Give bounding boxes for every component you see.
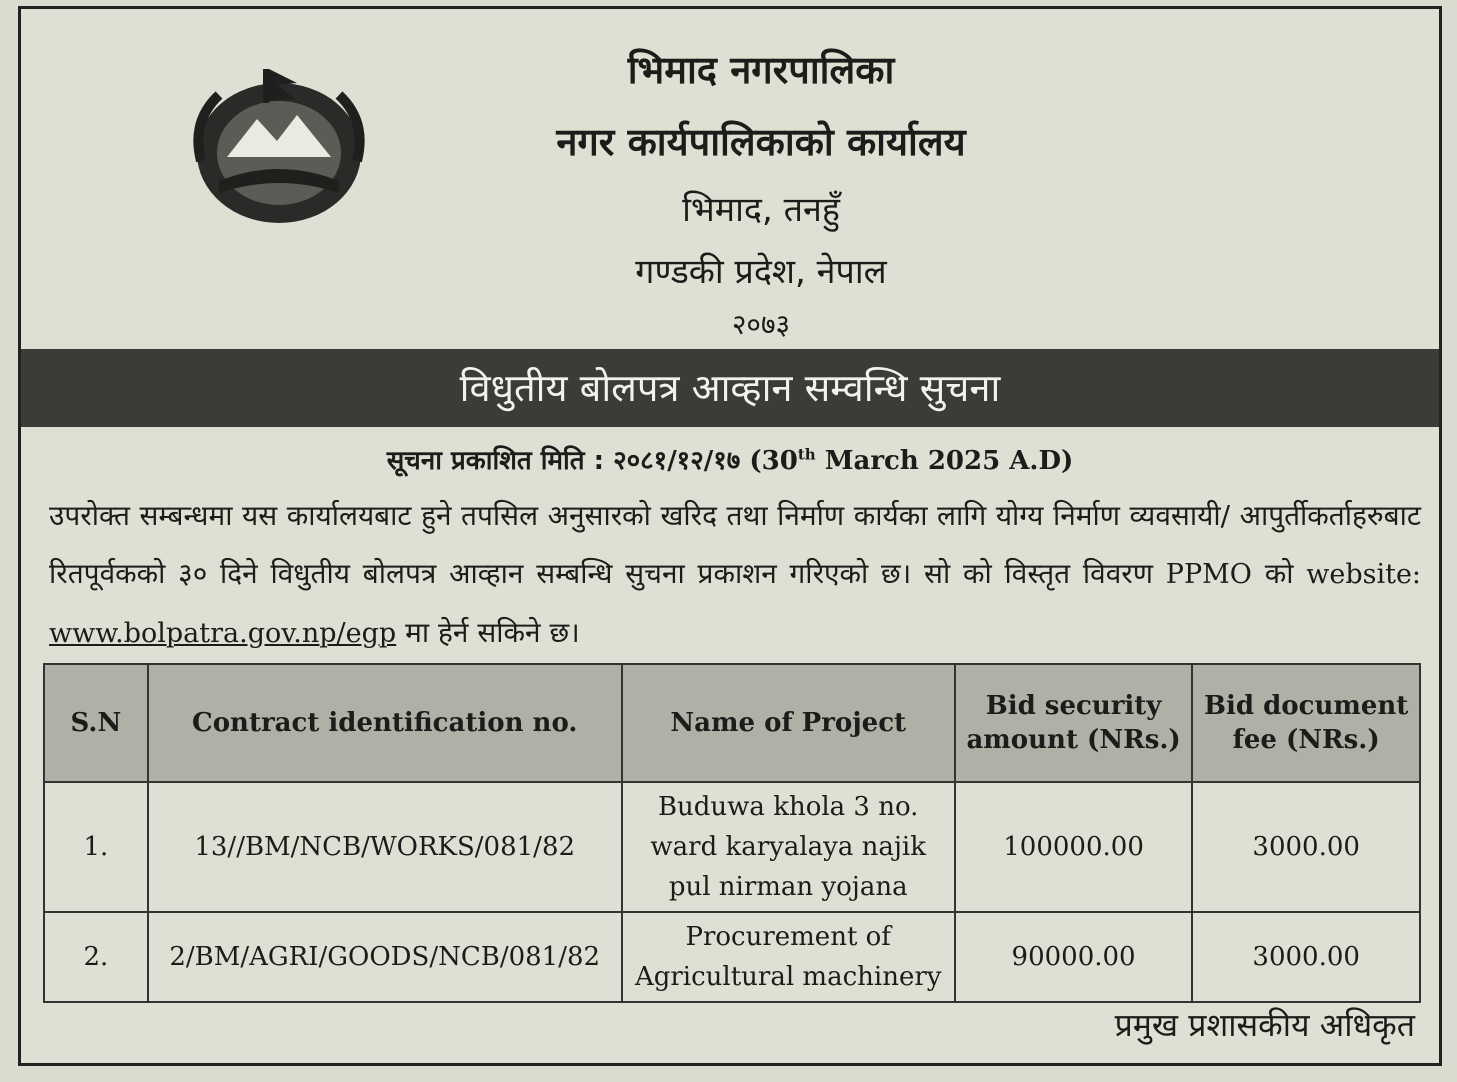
header-contract-id: Contract identification no. — [148, 664, 622, 782]
ppmo-label: PPMO — [1165, 559, 1252, 590]
bolpatra-link[interactable]: www.bolpatra.gov.np/egp — [49, 618, 397, 649]
cell-sn: 2. — [44, 912, 148, 1002]
cell-contract-id: 2/BM/AGRI/GOODS/NCB/081/82 — [148, 912, 622, 1002]
municipality-name: भिमाद नगरपालिका — [627, 48, 895, 92]
publication-date — [21, 441, 1439, 477]
header-bid-security: Bid security amount (NRs.) — [955, 664, 1193, 782]
office-name: नगर कार्यपालिकाको कार्यालय — [556, 120, 966, 164]
office-location: भिमाद, तनहुँ — [682, 190, 840, 230]
body-text-ko: को — [1264, 557, 1294, 590]
nepal-emblem-icon — [179, 61, 379, 231]
cell-project-name: Procurement of Agricultural machinery — [622, 912, 955, 1002]
publication-date-nepali: सूचना प्रकाशित मिति : २०८१/१२/१७ — [386, 446, 741, 476]
signatory-title: प्रमुख प्रशासकीय अधिकृत — [1114, 1006, 1415, 1044]
website-label: website: — [1306, 559, 1422, 590]
body-text-end: मा हेर्न सकिने छ। — [405, 616, 580, 649]
header-sn: S.N — [44, 664, 148, 782]
tender-notice — [18, 6, 1442, 1066]
body-text-main: उपरोक्त सम्बन्धमा यस कार्यालयबाट हुने तपसिल अनुसारको खरिद तथा निर्माण कार्यका लागि योग्य निर्माण व्यवसायी/ आपुर्तीकर्ताहरुबाट रितपूर्वकको ३० दिने विधुतीय बोलपत्र आव्हान सम्बन्धि सुचना प्रकाशन गरिएको छ। सो को विस्तृत विवरण — [49, 499, 1421, 590]
cell-bid-security: 100000.00 — [955, 782, 1193, 912]
publication-date-english: (30th March 2025 A.D) — [749, 445, 1074, 476]
cell-contract-id: 13//BM/NCB/WORKS/081/82 — [148, 782, 622, 912]
notice-title-banner: विधुतीय बोलपत्र आव्हान सम्वन्धि सुचना — [21, 349, 1439, 427]
cell-project-name: Buduwa khola 3 no. ward karyalaya najik pul nirman yojana — [622, 782, 955, 912]
cell-bid-fee: 3000.00 — [1192, 782, 1420, 912]
table-header-row — [44, 664, 1420, 782]
header-project-name: Name of Project — [622, 664, 955, 782]
cell-bid-security: 90000.00 — [955, 912, 1193, 1002]
header-bid-fee: Bid document fee (NRs.) — [1192, 664, 1420, 782]
table-row — [44, 912, 1420, 1002]
cell-sn: 1. — [44, 782, 148, 912]
established-year: २०७३ — [731, 308, 791, 341]
province-country: गण्डकी प्रदेश, नेपाल — [635, 252, 887, 292]
notice-body — [49, 487, 1421, 663]
table-row — [44, 782, 1420, 912]
bid-table — [43, 663, 1421, 1003]
cell-bid-fee: 3000.00 — [1192, 912, 1420, 1002]
